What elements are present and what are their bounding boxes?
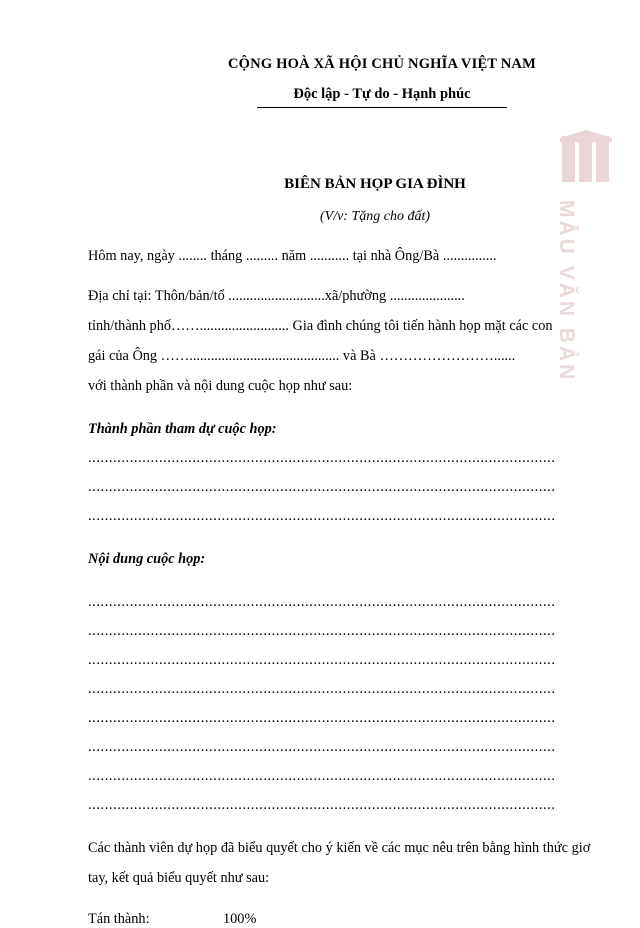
paragraph-line: Địa chỉ tại: Thôn/bản/tổ ...........................xã/phường ..................... (88, 288, 465, 304)
motto-underline (257, 107, 507, 108)
paragraph-line: Hôm nay, ngày ........ tháng ......... năm ........... tại nhà Ông/Bà ............... (88, 248, 497, 264)
watermark-logo-icon (560, 130, 612, 186)
fill-in-line[interactable]: ................................................................................................................ (88, 768, 556, 784)
paragraph-line: tỉnh/thành phố……......................... Gia đình chúng tôi tiến hành họp mặt các con (88, 318, 553, 334)
fill-in-line[interactable]: ................................................................................................................ (88, 739, 556, 755)
vote-result-value: 100% (223, 911, 257, 927)
vote-result-row (88, 911, 558, 928)
watermark (546, 130, 626, 530)
fill-in-line[interactable]: ................................................................................................................ (88, 594, 556, 610)
paragraph-line: gái của Ông …….......................................... và Bà ……………………...... (88, 348, 516, 364)
fill-in-line[interactable]: ................................................................................................................ (88, 710, 556, 726)
fill-in-line[interactable]: ................................................................................................................ (88, 479, 556, 495)
page-subtitle: (V/v: Tặng cho đất) (319, 209, 431, 224)
watermark-text: MẪU VĂN BẢN (555, 200, 578, 383)
document-header (192, 56, 572, 108)
fill-in-line[interactable]: ................................................................................................................ (88, 652, 556, 668)
fill-in-line[interactable]: ................................................................................................................ (88, 450, 556, 466)
section-heading-content: Nội dung cuộc họp: (88, 551, 206, 567)
section-heading-participants: Thành phần tham dự cuộc họp: (88, 421, 277, 437)
page-title: BIÊN BẢN HỌP GIA ĐÌNH (284, 176, 466, 192)
closing-line: Các thành viên dự họp đã biểu quyết cho ý kiến về các mục nêu trên bằng hình thức giơ (88, 840, 591, 856)
vote-result-label: Tán thành: (88, 911, 150, 927)
paragraph-line: với thành phần và nội dung cuộc họp như sau: (88, 378, 353, 394)
fill-in-line[interactable]: ................................................................................................................ (88, 623, 556, 639)
fill-in-line[interactable]: ................................................................................................................ (88, 681, 556, 697)
nation-line: CỘNG HOÀ XÃ HỘI CHỦ NGHĨA VIỆT NAM (228, 56, 536, 72)
closing-line: tay, kết quả biểu quyết như sau: (88, 870, 270, 886)
fill-in-line[interactable]: ................................................................................................................ (88, 797, 556, 813)
fill-in-line[interactable]: ................................................................................................................ (88, 508, 556, 524)
motto-line: Độc lập - Tự do - Hạnh phúc (293, 86, 471, 102)
